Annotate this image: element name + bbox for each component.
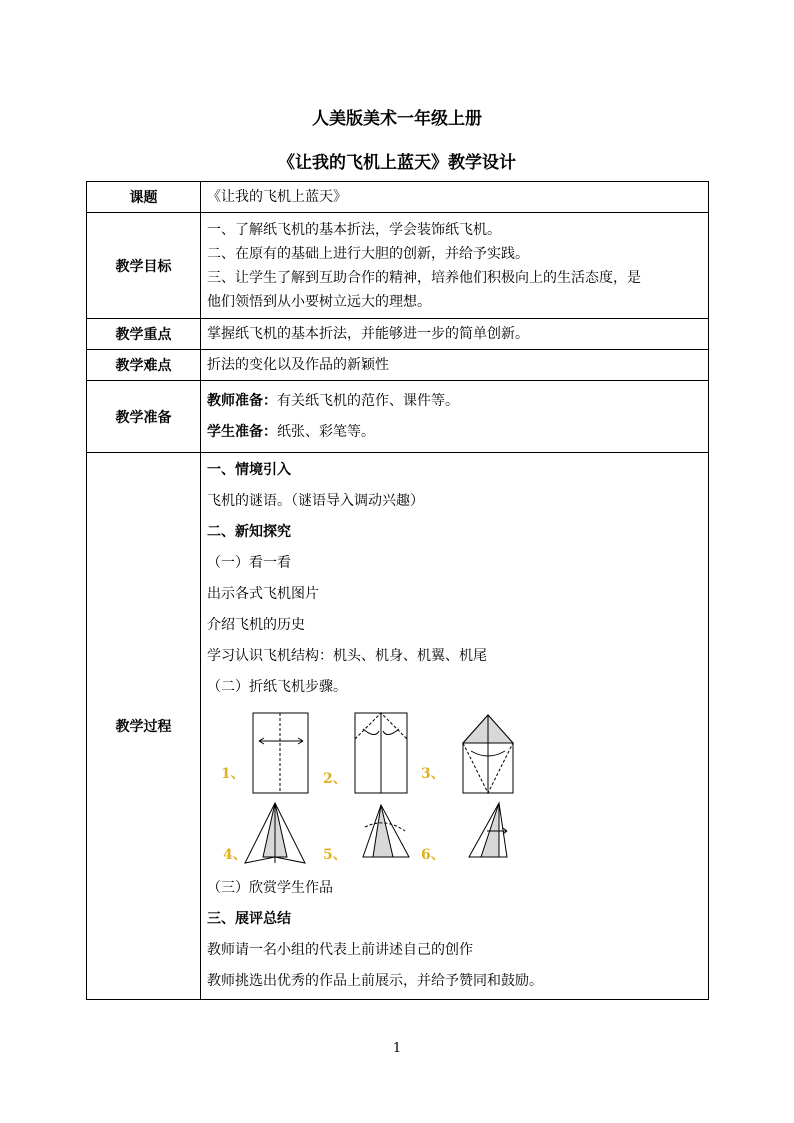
fold-step-6-diagram: [469, 803, 507, 857]
fold-step-4-diagram: [245, 803, 305, 863]
folding-steps-illustration: [215, 707, 525, 867]
objective-line: 二、在原有的基础上进行大胆的创新，并给予实践。: [207, 245, 529, 262]
topic-value: 《让我的飞机上蓝天》: [201, 182, 709, 213]
teacher-prep-label: 教师准备：: [207, 392, 277, 409]
step-number-6: 6、: [421, 847, 445, 863]
key-points-label: 教学重点: [87, 319, 201, 350]
table-row: [87, 182, 709, 213]
preparation-cell: [201, 381, 709, 453]
table-row: [87, 213, 709, 319]
student-prep-value: 纸张、彩笔等。: [277, 423, 375, 440]
process-cell: [201, 453, 709, 1000]
difficulties-label: 教学难点: [87, 350, 201, 381]
subsection-heading: （三）欣赏学生作品: [207, 880, 333, 896]
topic-label: 课题: [87, 182, 201, 213]
folding-steps-diagram: [215, 707, 525, 867]
subsection-heading: （一）看一看: [207, 555, 291, 571]
fold-step-5-diagram: [363, 805, 409, 857]
process-line: 学习认识飞机结构：机头、机身、机翼、机尾: [207, 648, 487, 664]
table-row: [87, 381, 709, 453]
objectives-label: 教学目标: [87, 213, 201, 319]
section-heading: 二、新知探究: [207, 524, 291, 540]
process-line: 教师挑选出优秀的作品上前展示，并给予赞同和鼓励。: [207, 973, 543, 989]
document-title: 人美版美术一年级上册: [312, 109, 482, 129]
teacher-prep-value: 有关纸飞机的范作、课件等。: [277, 392, 459, 409]
step-number-2: 2、: [323, 771, 347, 787]
process-line: 介绍飞机的历史: [207, 617, 305, 633]
objective-line: 一、了解纸飞机的基本折法，学会装饰纸飞机。: [207, 221, 501, 238]
fold-step-1-diagram: [253, 713, 308, 793]
objective-line: 他们领悟到从小要树立远大的理想。: [207, 293, 431, 310]
section-heading: 一、情境引入: [207, 462, 291, 478]
objective-line: 三、让学生了解到互助合作的精神，培养他们积极向上的生活态度，是: [207, 269, 641, 286]
objectives-cell: [201, 213, 709, 319]
step-number-5: 5、: [323, 847, 347, 863]
difficulties-value: 折法的变化以及作品的新颖性: [201, 350, 709, 381]
page-number: 1: [392, 1041, 402, 1056]
fold-step-2-diagram: [355, 713, 407, 793]
process-line: 飞机的谜语。（谜语导入调动兴趣）: [207, 493, 424, 509]
document-subtitle: 《让我的飞机上蓝天》教学设计: [278, 153, 516, 173]
subsection-heading: （二）折纸飞机步骤。: [207, 679, 347, 695]
section-heading: 三、展评总结: [207, 911, 291, 927]
table-row: [87, 319, 709, 350]
step-number-1: 1、: [221, 766, 245, 782]
step-number-4: 4、: [223, 847, 247, 863]
table-row: [87, 453, 709, 1000]
process-label: 教学过程: [87, 453, 201, 1000]
key-points-value: 掌握纸飞机的基本折法，并能够进一步的简单创新。: [201, 319, 709, 350]
process-line: 出示各式飞机图片: [207, 586, 319, 602]
fold-step-3-diagram: [463, 715, 513, 793]
preparation-label: 教学准备: [87, 381, 201, 453]
lesson-plan-table: [86, 181, 709, 1000]
student-prep-label: 学生准备：: [207, 423, 277, 440]
step-number-3: 3、: [421, 766, 445, 782]
table-row: [87, 350, 709, 381]
process-line: 教师请一名小组的代表上前讲述自己的创作: [207, 942, 473, 958]
